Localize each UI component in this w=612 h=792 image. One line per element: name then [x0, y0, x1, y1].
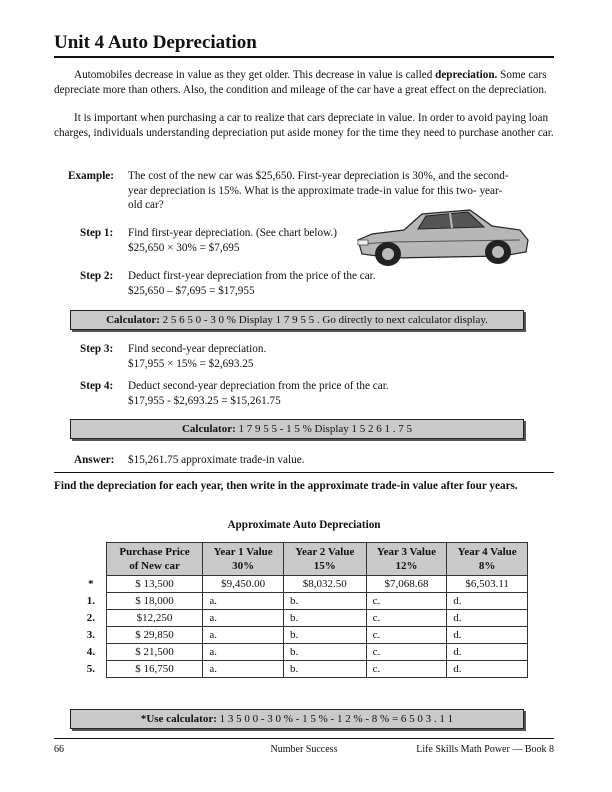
row-label: 5.	[86, 663, 96, 675]
row-label-header	[76, 543, 106, 576]
step-1-text	[128, 226, 337, 255]
answer-cell-d[interactable]: d.	[447, 627, 528, 644]
answer-cell-d[interactable]: d.	[447, 644, 528, 661]
table-row	[76, 627, 528, 644]
header-year-2: Year 2 Value 15%	[283, 543, 366, 576]
cell-price: $ 21,500	[106, 644, 203, 661]
table-row	[76, 593, 528, 610]
row-label: 1.	[86, 595, 96, 607]
cell-price: $ 13,500	[106, 576, 203, 593]
table-caption: Approximate Auto Depreciation	[227, 519, 381, 531]
answer-cell-a[interactable]: a.	[203, 593, 284, 610]
answer-cell-c[interactable]: c.	[366, 644, 447, 661]
intro-paragraph-2: It is important when purchasing a car to realize that cars depreciate in value. In order to avoid paying loan charges, individuals understanding depreciation put aside money for the time they need to purchase another car.	[54, 112, 554, 139]
step-3-line-2: $17,955 × 15% = $2,693.25	[128, 357, 254, 370]
answer-cell-a[interactable]: a.	[203, 644, 284, 661]
calculator-label: Calculator:	[106, 314, 160, 326]
header-year-1: Year 1 Value 30%	[203, 543, 284, 576]
cell-price: $ 18,000	[106, 593, 203, 610]
answer-cell-a[interactable]: a.	[203, 610, 284, 627]
page-number: 66	[54, 744, 64, 755]
step-1-line-2: $25,650 × 30% = $7,695	[128, 241, 240, 254]
step-1-label: Step 1:	[80, 227, 114, 239]
table-header-row	[76, 543, 528, 576]
step-4-label: Step 4:	[80, 380, 114, 392]
answer-text: $15,261.75 approximate trade-in value.	[128, 454, 305, 466]
header-year-3: Year 3 Value 12%	[366, 543, 447, 576]
depreciation-table	[76, 542, 528, 678]
header-year-4: Year 4 Value 8%	[447, 543, 528, 576]
answer-cell-a[interactable]: a.	[203, 627, 284, 644]
table-row	[76, 661, 528, 678]
calculator-box-2	[70, 419, 524, 439]
example-line-2: year depreciation is 15%. What is the approximate trade-in value for this two- year-	[128, 184, 503, 197]
calculator-keys: 1 7 9 5 5 - 1 5 % Display 1 5 2 6 1 . 7 5	[235, 423, 413, 435]
answer-cell-c[interactable]: c.	[366, 610, 447, 627]
cell-year-4: $6,503.11	[447, 576, 528, 593]
cell-price: $12,250	[106, 610, 203, 627]
example-label: Example:	[68, 170, 114, 182]
step-3-text	[128, 342, 266, 371]
step-2-line-2: $25,650 – $7,695 = $17,955	[128, 284, 255, 297]
page-title: Unit 4 Auto Depreciation	[54, 32, 257, 53]
table-row	[76, 610, 528, 627]
step-3-label: Step 3:	[80, 343, 114, 355]
step-4-text	[128, 379, 389, 408]
cell-price: $ 16,750	[106, 661, 203, 678]
cell-year-3: $7,068.68	[366, 576, 447, 593]
step-3-line-1: Find second-year depreciation.	[128, 343, 267, 355]
intro-bold-term: depreciation.	[435, 69, 498, 81]
title-rule	[54, 56, 554, 58]
step-1-line-1: Find first-year depreciation. (See chart below.)	[128, 227, 337, 239]
answer-cell-a[interactable]: a.	[203, 661, 284, 678]
answer-cell-d[interactable]: d.	[447, 610, 528, 627]
intro-paragraph-1	[54, 68, 554, 97]
footer-book-title: Life Skills Math Power — Book 8	[416, 744, 554, 755]
row-label: 4.	[86, 646, 96, 658]
intro-text-cont: Some cars depreciate more than others. Also, the condition and mileage of the car have a great effect on the depreciation.	[54, 69, 547, 96]
answer-label: Answer:	[74, 454, 115, 466]
row-label: *	[88, 578, 94, 590]
step-2-label: Step 2:	[80, 270, 114, 282]
answer-cell-b[interactable]: b.	[283, 593, 366, 610]
answer-cell-b[interactable]: b.	[283, 627, 366, 644]
row-label: 2.	[86, 612, 96, 624]
footer-rule	[54, 738, 554, 739]
car-illustration	[352, 200, 532, 272]
row-label: 3.	[86, 629, 96, 641]
calculator-label: Calculator:	[181, 423, 236, 435]
answer-cell-c[interactable]: c.	[366, 593, 447, 610]
calculator-label: *Use calculator:	[140, 713, 217, 725]
cell-price: $ 29,850	[106, 627, 203, 644]
cell-year-2: $8,032.50	[283, 576, 366, 593]
calculator-box-3	[70, 709, 524, 729]
example-line-1: The cost of the new car was $25,650. First-year depreciation is 30%, and the second-	[128, 170, 509, 182]
example-line-3: old car?	[128, 199, 164, 211]
footer-center: Number Success	[270, 744, 338, 755]
answer-cell-b[interactable]: b.	[283, 610, 366, 627]
table-row	[76, 576, 528, 593]
section-rule	[54, 472, 554, 473]
step-4-line-1: Deduct second-year depreciation from the price of the car.	[128, 380, 389, 392]
answer-cell-d[interactable]: d.	[447, 661, 528, 678]
answer-cell-c[interactable]: c.	[366, 627, 447, 644]
step-2-text	[128, 269, 376, 298]
answer-cell-c[interactable]: c.	[366, 661, 447, 678]
step-2-line-1: Deduct first-year depreciation from the price of the car.	[128, 270, 376, 282]
answer-cell-b[interactable]: b.	[283, 644, 366, 661]
step-4-line-2: $17,955 - $2,693.25 = $15,261.75	[128, 394, 281, 407]
calculator-keys: 2 5 6 5 0 - 3 0 % Display 1 7 9 5 5 . Go directly to next calculator display.	[159, 314, 488, 326]
answer-cell-d[interactable]: d.	[447, 593, 528, 610]
instructions: Find the depreciation for each year, then write in the approximate trade-in value after four years.	[54, 480, 518, 492]
answer-cell-b[interactable]: b.	[283, 661, 366, 678]
calculator-box-1	[70, 310, 524, 330]
table-row	[76, 644, 528, 661]
header-purchase-price: Purchase Price of New car	[106, 543, 203, 576]
intro-text: Automobiles decrease in value as they get older. This decrease in value is called	[74, 69, 436, 81]
calculator-keys: 1 3 5 0 0 - 3 0 % - 1 5 % - 1 2 % - 8 % = 6 5 0 3 . 1 1	[216, 713, 454, 725]
cell-year-1: $9,450.00	[203, 576, 284, 593]
